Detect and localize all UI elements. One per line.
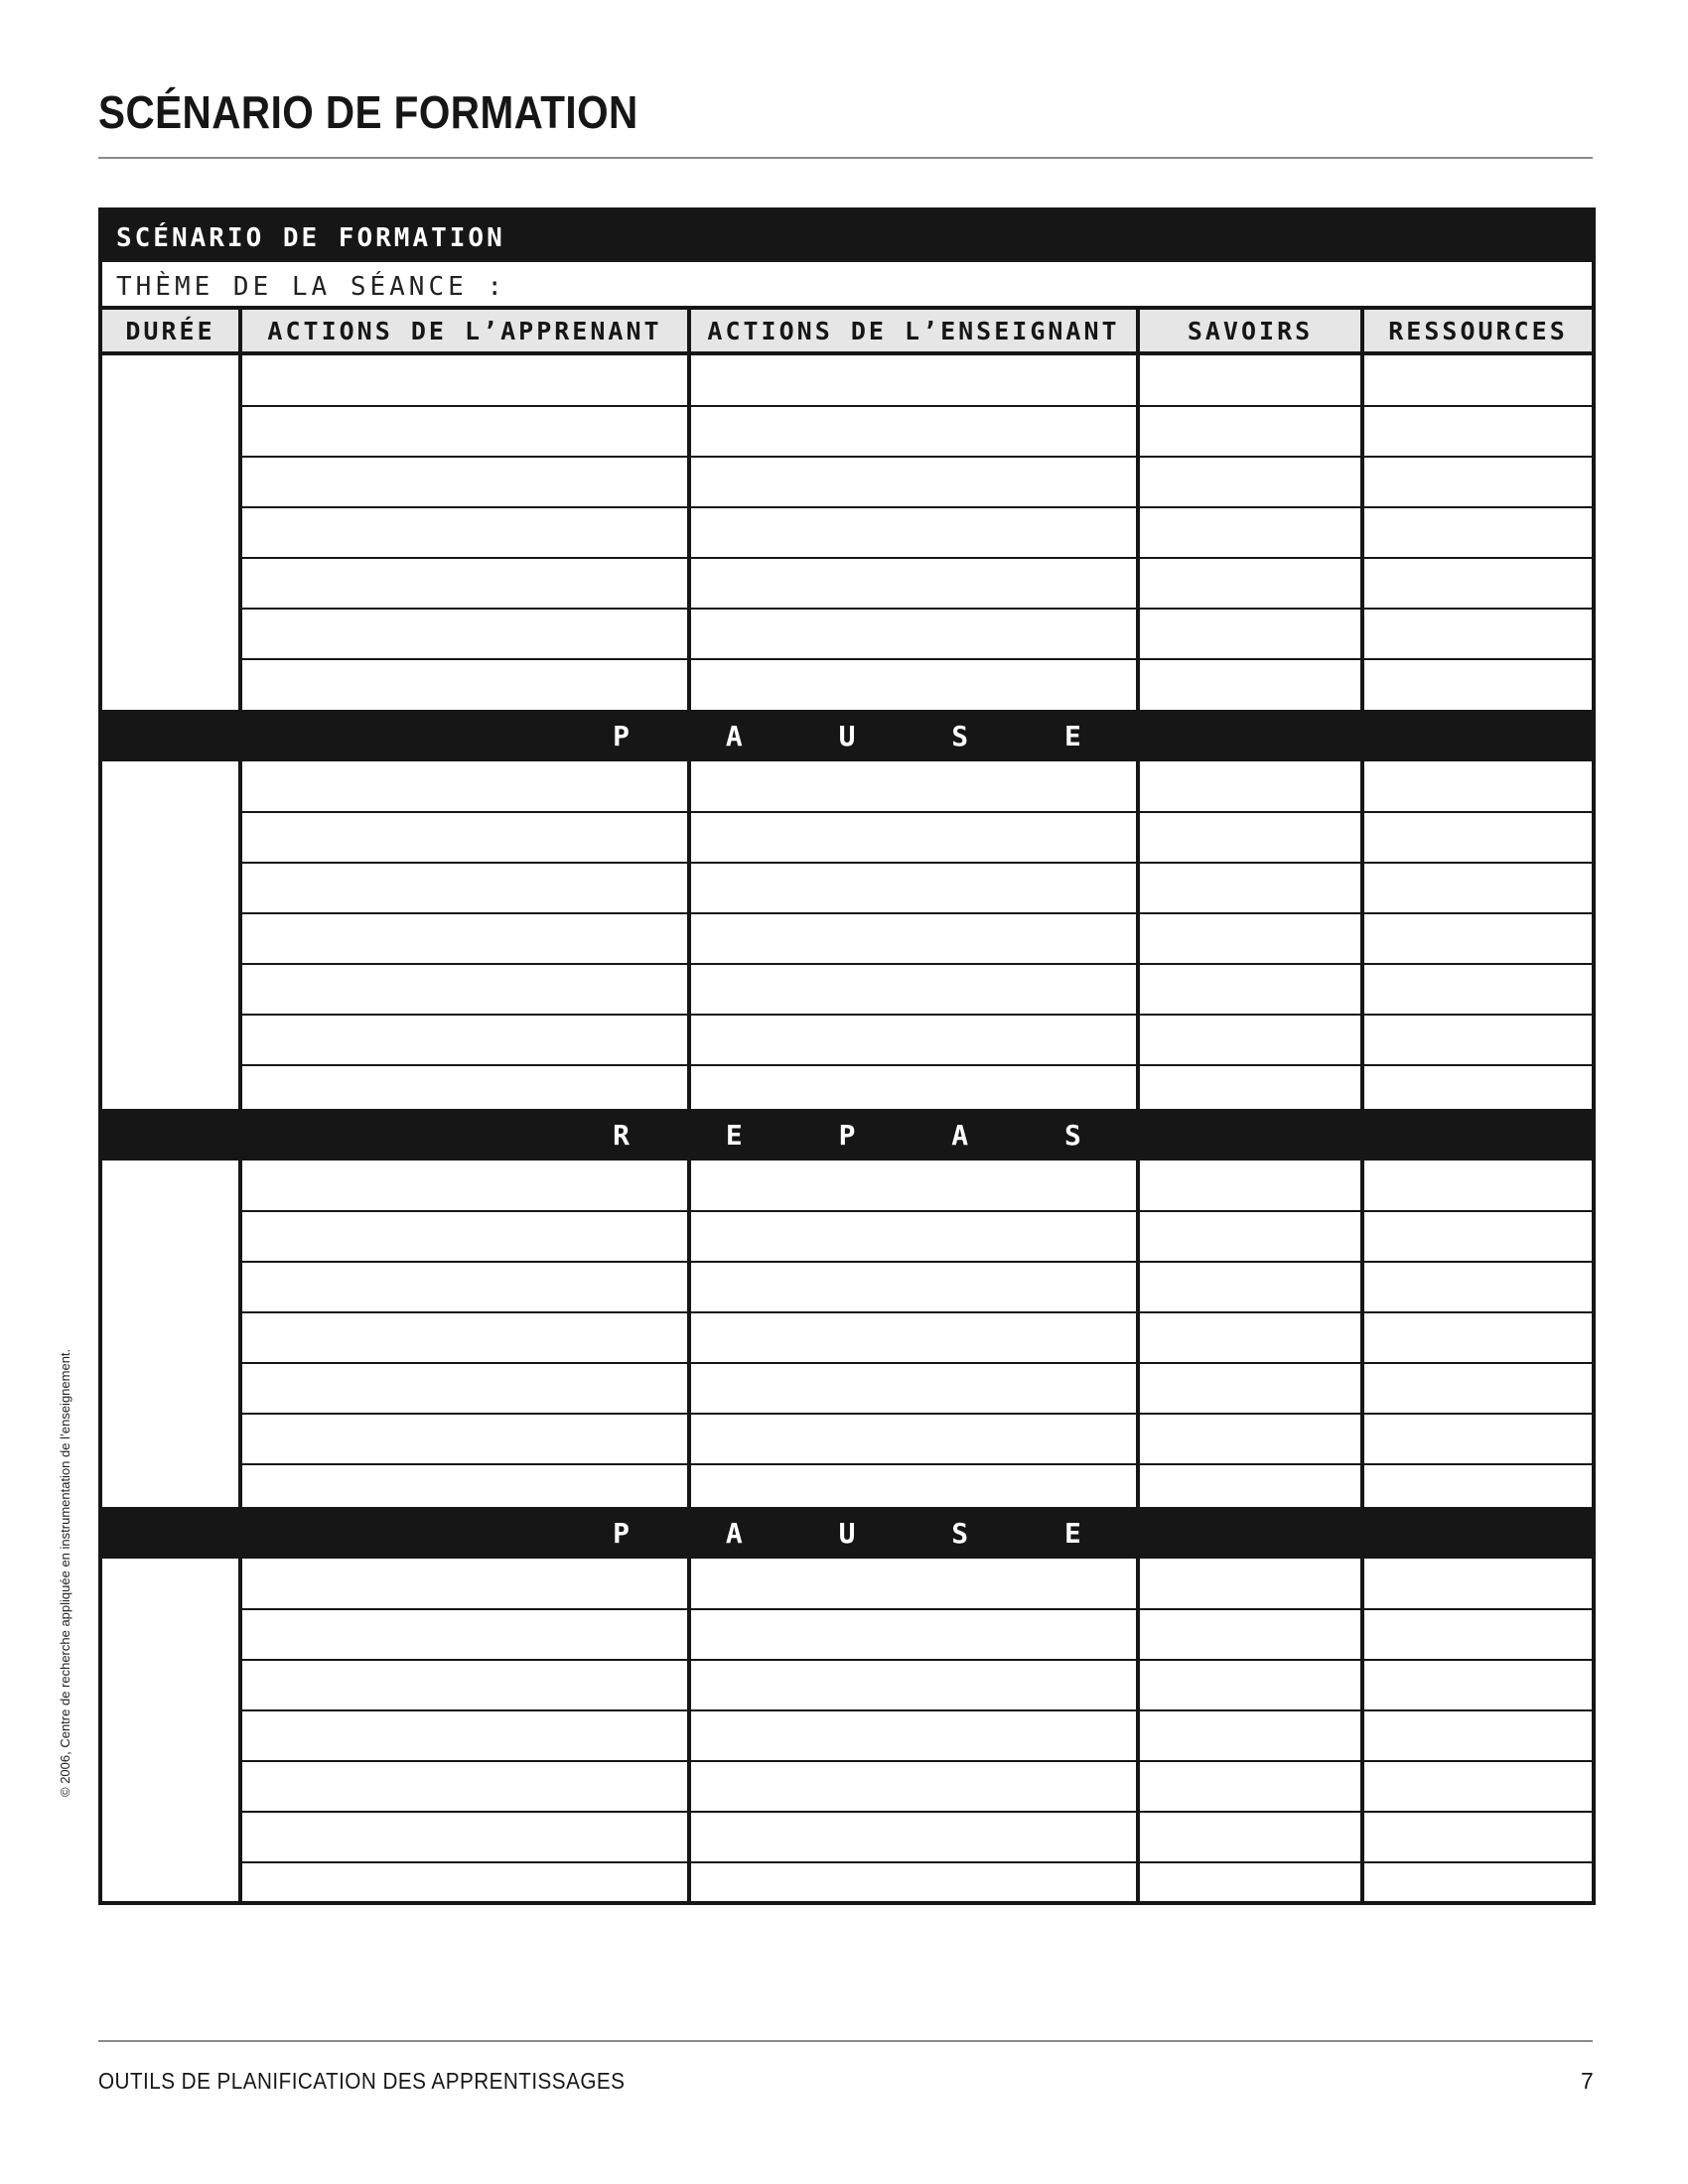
repas-band (102, 1109, 1592, 1160)
cell-actions-apprenant[interactable] (242, 812, 687, 863)
row-divider (238, 811, 1592, 813)
footer-title: OUTILS DE PLANIFICATION DES APPRENTISSAGES (98, 2068, 626, 2094)
cell-ressources[interactable] (1364, 1262, 1592, 1312)
row-divider (238, 1311, 1592, 1313)
row-divider (238, 1811, 1592, 1813)
page-title: SCÉNARIO DE FORMATION (98, 86, 638, 138)
cell-actions-enseignant[interactable] (691, 1414, 1136, 1464)
cell-ressources[interactable] (1364, 558, 1592, 609)
cell-actions-apprenant[interactable] (242, 1414, 687, 1464)
cell-savoirs[interactable] (1140, 1761, 1360, 1812)
cell-actions-enseignant[interactable] (691, 1363, 1136, 1414)
cell-actions-enseignant[interactable] (691, 761, 1136, 812)
cell-ressources[interactable] (1364, 355, 1592, 406)
cell-actions-apprenant[interactable] (242, 1862, 687, 1905)
cell-actions-enseignant[interactable] (691, 1660, 1136, 1710)
cell-actions-enseignant[interactable] (691, 1015, 1136, 1065)
cell-actions-apprenant[interactable] (242, 761, 687, 812)
cell-savoirs[interactable] (1140, 1812, 1360, 1862)
cell-savoirs[interactable] (1140, 913, 1360, 964)
pause-band-label: P A U S E (613, 719, 1121, 752)
cell-actions-enseignant[interactable] (691, 913, 1136, 964)
cell-actions-apprenant[interactable] (242, 406, 687, 457)
cell-actions-enseignant[interactable] (691, 1710, 1136, 1761)
cell-savoirs[interactable] (1140, 1862, 1360, 1905)
cell-savoirs[interactable] (1140, 507, 1360, 558)
duration-cell[interactable] (102, 355, 238, 710)
pause-band-2 (102, 1507, 1592, 1559)
cell-savoirs[interactable] (1140, 1160, 1360, 1211)
cell-savoirs[interactable] (1140, 1211, 1360, 1262)
repas-band-label: R E P A S (613, 1118, 1121, 1152)
row-divider (238, 862, 1592, 864)
duration-cell[interactable] (102, 1559, 238, 1905)
cell-actions-apprenant[interactable] (242, 507, 687, 558)
copyright-notice: © 2006, Centre de recherche appliquée en instrumentation de l’enseignement. (58, 1348, 72, 1797)
column-header-actions-enseignant: ACTIONS DE L’ENSEIGNANT (691, 310, 1136, 355)
column-header-savoirs: SAVOIRS (1140, 310, 1360, 355)
cell-actions-apprenant[interactable] (242, 863, 687, 913)
row-divider (238, 912, 1592, 914)
cell-actions-apprenant[interactable] (242, 1660, 687, 1710)
cell-savoirs[interactable] (1140, 812, 1360, 863)
row-divider (238, 1608, 1592, 1610)
row-divider (238, 1261, 1592, 1263)
cell-savoirs[interactable] (1140, 558, 1360, 609)
top-divider (98, 157, 1593, 159)
cell-ressources[interactable] (1364, 1812, 1592, 1862)
cell-savoirs[interactable] (1140, 863, 1360, 913)
column-header-actions-apprenant: ACTIONS DE L’APPRENANT (242, 310, 687, 355)
cell-actions-apprenant[interactable] (242, 1312, 687, 1363)
cell-actions-apprenant[interactable] (242, 1559, 687, 1609)
cell-actions-enseignant[interactable] (691, 812, 1136, 863)
cell-ressources[interactable] (1364, 964, 1592, 1015)
cell-savoirs[interactable] (1140, 1312, 1360, 1363)
cell-ressources[interactable] (1364, 1414, 1592, 1464)
cell-actions-enseignant[interactable] (691, 964, 1136, 1015)
cell-actions-apprenant[interactable] (242, 558, 687, 609)
cell-ressources[interactable] (1364, 1609, 1592, 1660)
row-divider (238, 1014, 1592, 1016)
row-divider (238, 1210, 1592, 1212)
cell-actions-enseignant[interactable] (691, 1559, 1136, 1609)
row-divider (238, 1413, 1592, 1415)
cell-actions-enseignant[interactable] (691, 609, 1136, 659)
cell-actions-apprenant[interactable] (242, 1710, 687, 1761)
cell-ressources[interactable] (1364, 1160, 1592, 1211)
cell-savoirs[interactable] (1140, 609, 1360, 659)
cell-actions-apprenant[interactable] (242, 913, 687, 964)
row-divider (238, 1861, 1592, 1863)
cell-actions-apprenant[interactable] (242, 457, 687, 507)
cell-ressources[interactable] (1364, 1312, 1592, 1363)
cell-actions-apprenant[interactable] (242, 659, 687, 710)
row-divider (238, 557, 1592, 559)
cell-ressources[interactable] (1364, 1559, 1592, 1609)
cell-actions-enseignant[interactable] (691, 406, 1136, 457)
row-divider (238, 1463, 1592, 1465)
cell-savoirs[interactable] (1140, 1609, 1360, 1660)
row-divider (238, 506, 1592, 508)
cell-savoirs[interactable] (1140, 355, 1360, 406)
row-divider (238, 1709, 1592, 1711)
cell-savoirs[interactable] (1140, 1262, 1360, 1312)
cell-savoirs[interactable] (1140, 1363, 1360, 1414)
cell-actions-apprenant[interactable] (242, 1160, 687, 1211)
row-divider (238, 456, 1592, 458)
cell-ressources[interactable] (1364, 609, 1592, 659)
cell-actions-enseignant[interactable] (691, 1312, 1136, 1363)
cell-actions-enseignant[interactable] (691, 863, 1136, 913)
cell-ressources[interactable] (1364, 406, 1592, 457)
cell-savoirs[interactable] (1140, 1015, 1360, 1065)
cell-actions-apprenant[interactable] (242, 1761, 687, 1812)
cell-savoirs[interactable] (1140, 659, 1360, 710)
cell-actions-enseignant[interactable] (691, 1862, 1136, 1905)
theme-row[interactable] (102, 262, 1592, 310)
cell-actions-enseignant[interactable] (691, 507, 1136, 558)
form-header-label: SCÉNARIO DE FORMATION (116, 223, 505, 253)
cell-ressources[interactable] (1364, 457, 1592, 507)
cell-actions-apprenant[interactable] (242, 1609, 687, 1660)
training-scenario-form (98, 207, 1596, 1905)
cell-savoirs[interactable] (1140, 1559, 1360, 1609)
cell-actions-apprenant[interactable] (242, 964, 687, 1015)
form-header (102, 211, 1592, 262)
row-divider (238, 963, 1592, 965)
cell-savoirs[interactable] (1140, 761, 1360, 812)
row-divider (238, 405, 1592, 407)
cell-actions-apprenant[interactable] (242, 1015, 687, 1065)
cell-ressources[interactable] (1364, 1660, 1592, 1710)
cell-savoirs[interactable] (1140, 406, 1360, 457)
cell-actions-apprenant[interactable] (242, 355, 687, 406)
cell-ressources[interactable] (1364, 913, 1592, 964)
row-divider (238, 1659, 1592, 1661)
column-header-ressources: RESSOURCES (1364, 310, 1592, 355)
cell-ressources[interactable] (1364, 761, 1592, 812)
cell-savoirs[interactable] (1140, 457, 1360, 507)
cell-actions-enseignant[interactable] (691, 1262, 1136, 1312)
cell-ressources[interactable] (1364, 507, 1592, 558)
cell-actions-apprenant[interactable] (242, 1812, 687, 1862)
cell-actions-enseignant[interactable] (691, 1211, 1136, 1262)
cell-savoirs[interactable] (1140, 1414, 1360, 1464)
row-divider (238, 658, 1592, 660)
cell-actions-apprenant[interactable] (242, 609, 687, 659)
duration-cell[interactable] (102, 761, 238, 1116)
cell-ressources[interactable] (1364, 1211, 1592, 1262)
cell-actions-enseignant[interactable] (691, 1609, 1136, 1660)
bottom-divider (98, 2040, 1593, 2042)
cell-actions-enseignant[interactable] (691, 1160, 1136, 1211)
pause-band-2-label: P A U S E (613, 1516, 1121, 1550)
cell-ressources[interactable] (1364, 659, 1592, 710)
cell-actions-enseignant[interactable] (691, 1761, 1136, 1812)
cell-ressources[interactable] (1364, 1363, 1592, 1414)
cell-savoirs[interactable] (1140, 1710, 1360, 1761)
cell-ressources[interactable] (1364, 1761, 1592, 1812)
duration-cell[interactable] (102, 1160, 238, 1515)
column-header-duree: DURÉE (102, 310, 238, 355)
cell-ressources[interactable] (1364, 1862, 1592, 1905)
theme-label: THÈME DE LA SÉANCE : (116, 272, 507, 302)
cell-actions-apprenant[interactable] (242, 1211, 687, 1262)
cell-ressources[interactable] (1364, 1710, 1592, 1761)
cell-actions-enseignant[interactable] (691, 355, 1136, 406)
row-divider (238, 1760, 1592, 1762)
pause-band (102, 710, 1592, 761)
cell-actions-enseignant[interactable] (691, 659, 1136, 710)
cell-actions-apprenant[interactable] (242, 1262, 687, 1312)
cell-savoirs[interactable] (1140, 1660, 1360, 1710)
cell-ressources[interactable] (1364, 1015, 1592, 1065)
cell-actions-enseignant[interactable] (691, 558, 1136, 609)
cell-actions-enseignant[interactable] (691, 457, 1136, 507)
cell-ressources[interactable] (1364, 812, 1592, 863)
page-number: 7 (1581, 2068, 1594, 2094)
row-divider (238, 1064, 1592, 1066)
cell-actions-apprenant[interactable] (242, 1363, 687, 1414)
cell-ressources[interactable] (1364, 863, 1592, 913)
row-divider (238, 608, 1592, 610)
row-divider (238, 1362, 1592, 1364)
cell-actions-enseignant[interactable] (691, 1812, 1136, 1862)
cell-savoirs[interactable] (1140, 964, 1360, 1015)
